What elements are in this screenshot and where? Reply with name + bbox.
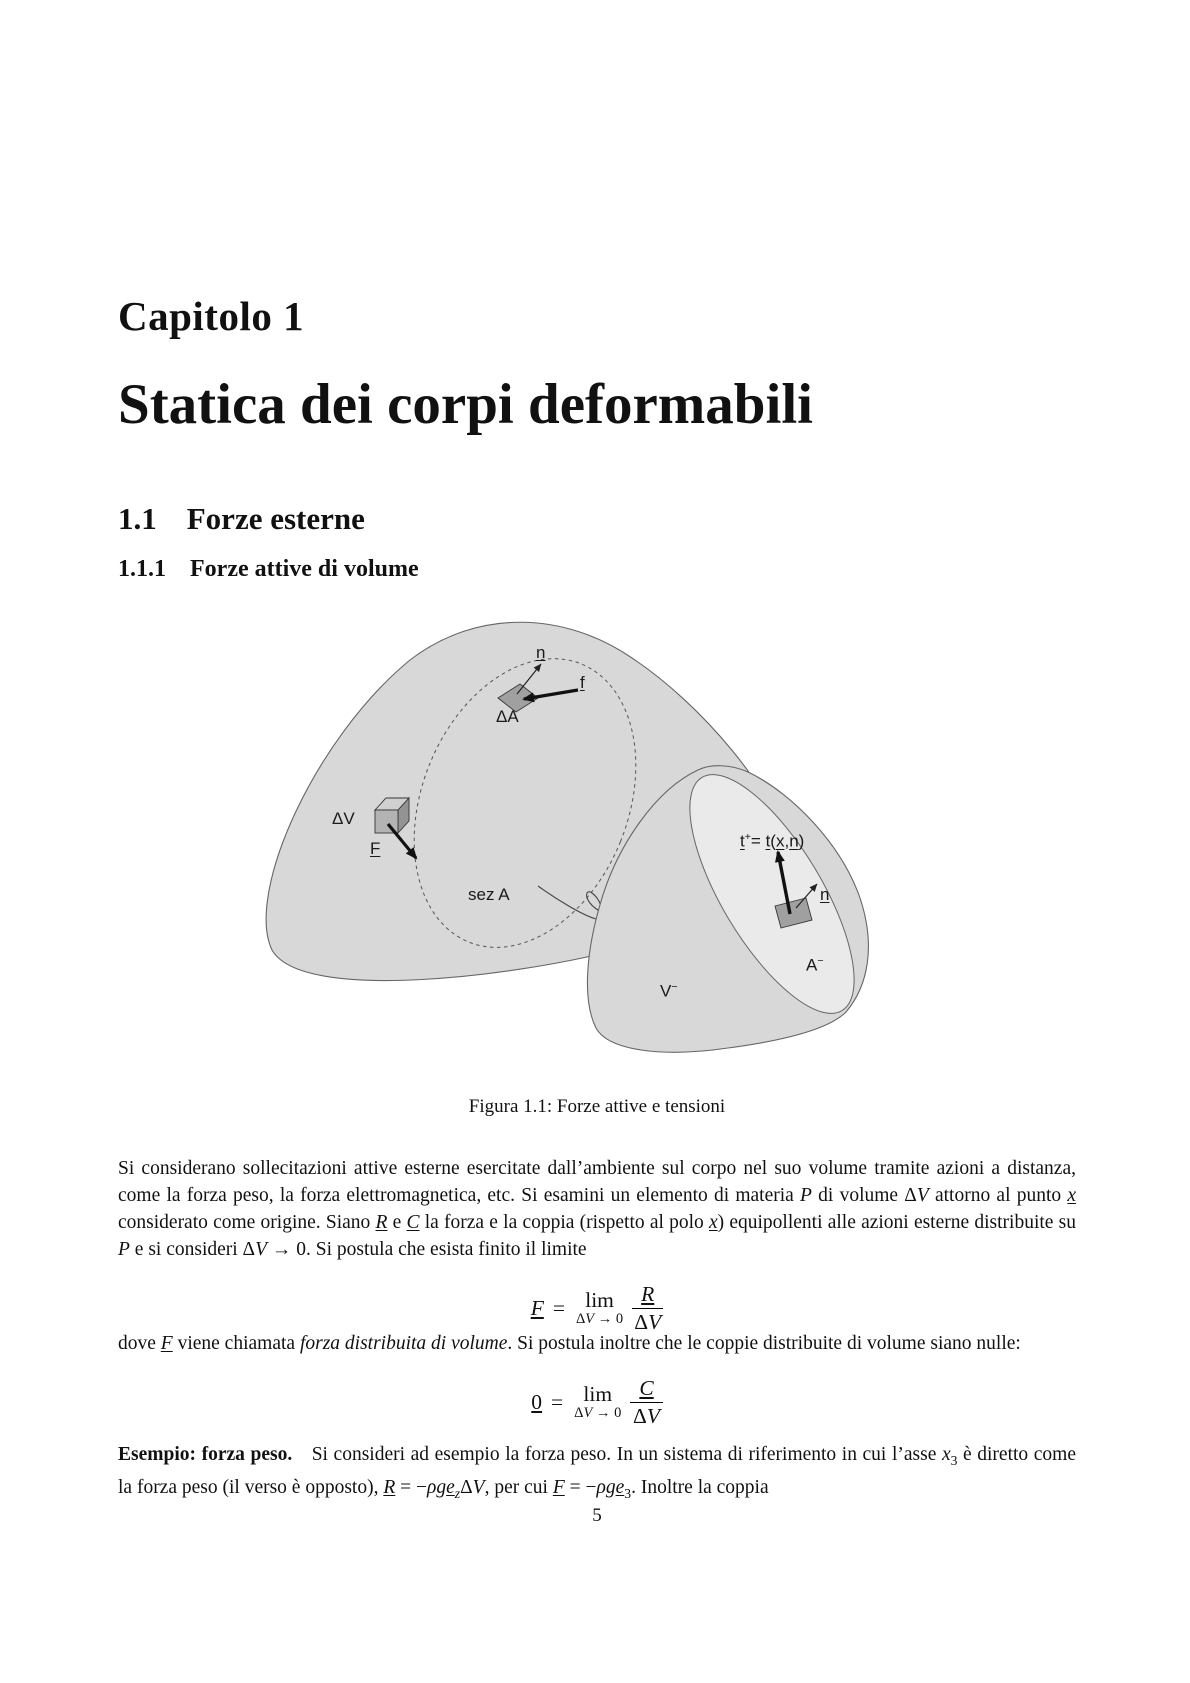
figure-label-f-surface: f <box>580 673 585 692</box>
figure-label-A-minus: A− <box>806 955 824 975</box>
figure-1-1 <box>230 598 920 1070</box>
chapter-title: Statica dei corpi deformabili <box>118 373 813 436</box>
subsection-title: Forze attive di volume <box>190 556 419 582</box>
paragraph-intro: Si considerano sollecitazioni attive esterne esercitate dall’ambiente sul corpo nel suo volume tramite azioni a distanza, come la forza peso, la forza elettromagnetica, etc. Si esamini un elemento di materia P di volume ΔV attorno al punto x considerato come origine. Siano R e C la forza e la coppia (rispetto al polo x) equipollenti alle azioni esterne distribuite su P e si consideri ΔV → 0. Si postula che esista finito il limite <box>118 1158 1076 1260</box>
equation-equals: = <box>552 1295 565 1320</box>
equation-lhs: F <box>530 1295 544 1320</box>
figure-label-delta-V: ΔV <box>332 809 355 828</box>
equation-volume-force <box>118 1282 1076 1334</box>
page-number: 5 <box>592 1505 602 1526</box>
equation-equals: = <box>551 1389 564 1414</box>
fraction <box>632 1282 663 1334</box>
fraction-denominator: ΔV <box>633 1403 661 1428</box>
fraction-numerator: R <box>632 1282 663 1309</box>
figure-drawing <box>230 598 920 1070</box>
lim-subscript: ΔV → 0 <box>575 1310 624 1327</box>
fraction <box>630 1376 662 1428</box>
chapter-label: Capitolo 1 <box>118 293 305 339</box>
subsection-number: 1.1.1 <box>118 556 166 582</box>
figure-label-delta-A: ΔA <box>496 707 519 726</box>
limit-operator <box>576 1289 623 1327</box>
paragraph-example-weight: Esempio: forza peso. Si consideri ad esempio la forza peso. In un sistema di riferimento in cui l’asse $x_3$ è diretto come la forza peso (il verso è opposto), R = −ρge$_z$ΔV, per cui F = −ρge$_3$. Inoltre la coppia <box>118 1444 1076 1501</box>
subsection-heading <box>118 556 419 583</box>
lim-text: lim <box>583 1382 613 1407</box>
lim-subscript: ΔV → 0 <box>574 1404 622 1421</box>
fraction-numerator: C <box>630 1376 662 1403</box>
section-number: 1.1 <box>118 501 157 536</box>
figure-label-n-cut: n <box>820 885 830 904</box>
figure-caption: Figura 1.1: Forze attive e tensioni <box>468 1096 726 1117</box>
limit-operator <box>574 1383 621 1421</box>
figure-label-V-minus: V− <box>660 981 678 1001</box>
section-title: Forze esterne <box>186 501 365 536</box>
section-heading <box>118 501 365 537</box>
equation-volume-couple <box>118 1376 1076 1428</box>
lim-text: lim <box>585 1288 614 1313</box>
fraction-denominator: ΔV <box>634 1309 662 1334</box>
figure-label-sez-A: sez A <box>468 885 510 904</box>
equation-lhs: 0 <box>531 1389 543 1414</box>
figure-label-traction: t+= t(x,n) <box>740 831 805 851</box>
figure-label-F-volume: F <box>370 839 381 858</box>
figure-label-n-surface: n <box>536 643 546 662</box>
paragraph-volume-force: dove F viene chiamata forza distribuita di volume. Si postula inoltre che le coppie distribuite di volume siano nulle: <box>118 1333 1021 1354</box>
